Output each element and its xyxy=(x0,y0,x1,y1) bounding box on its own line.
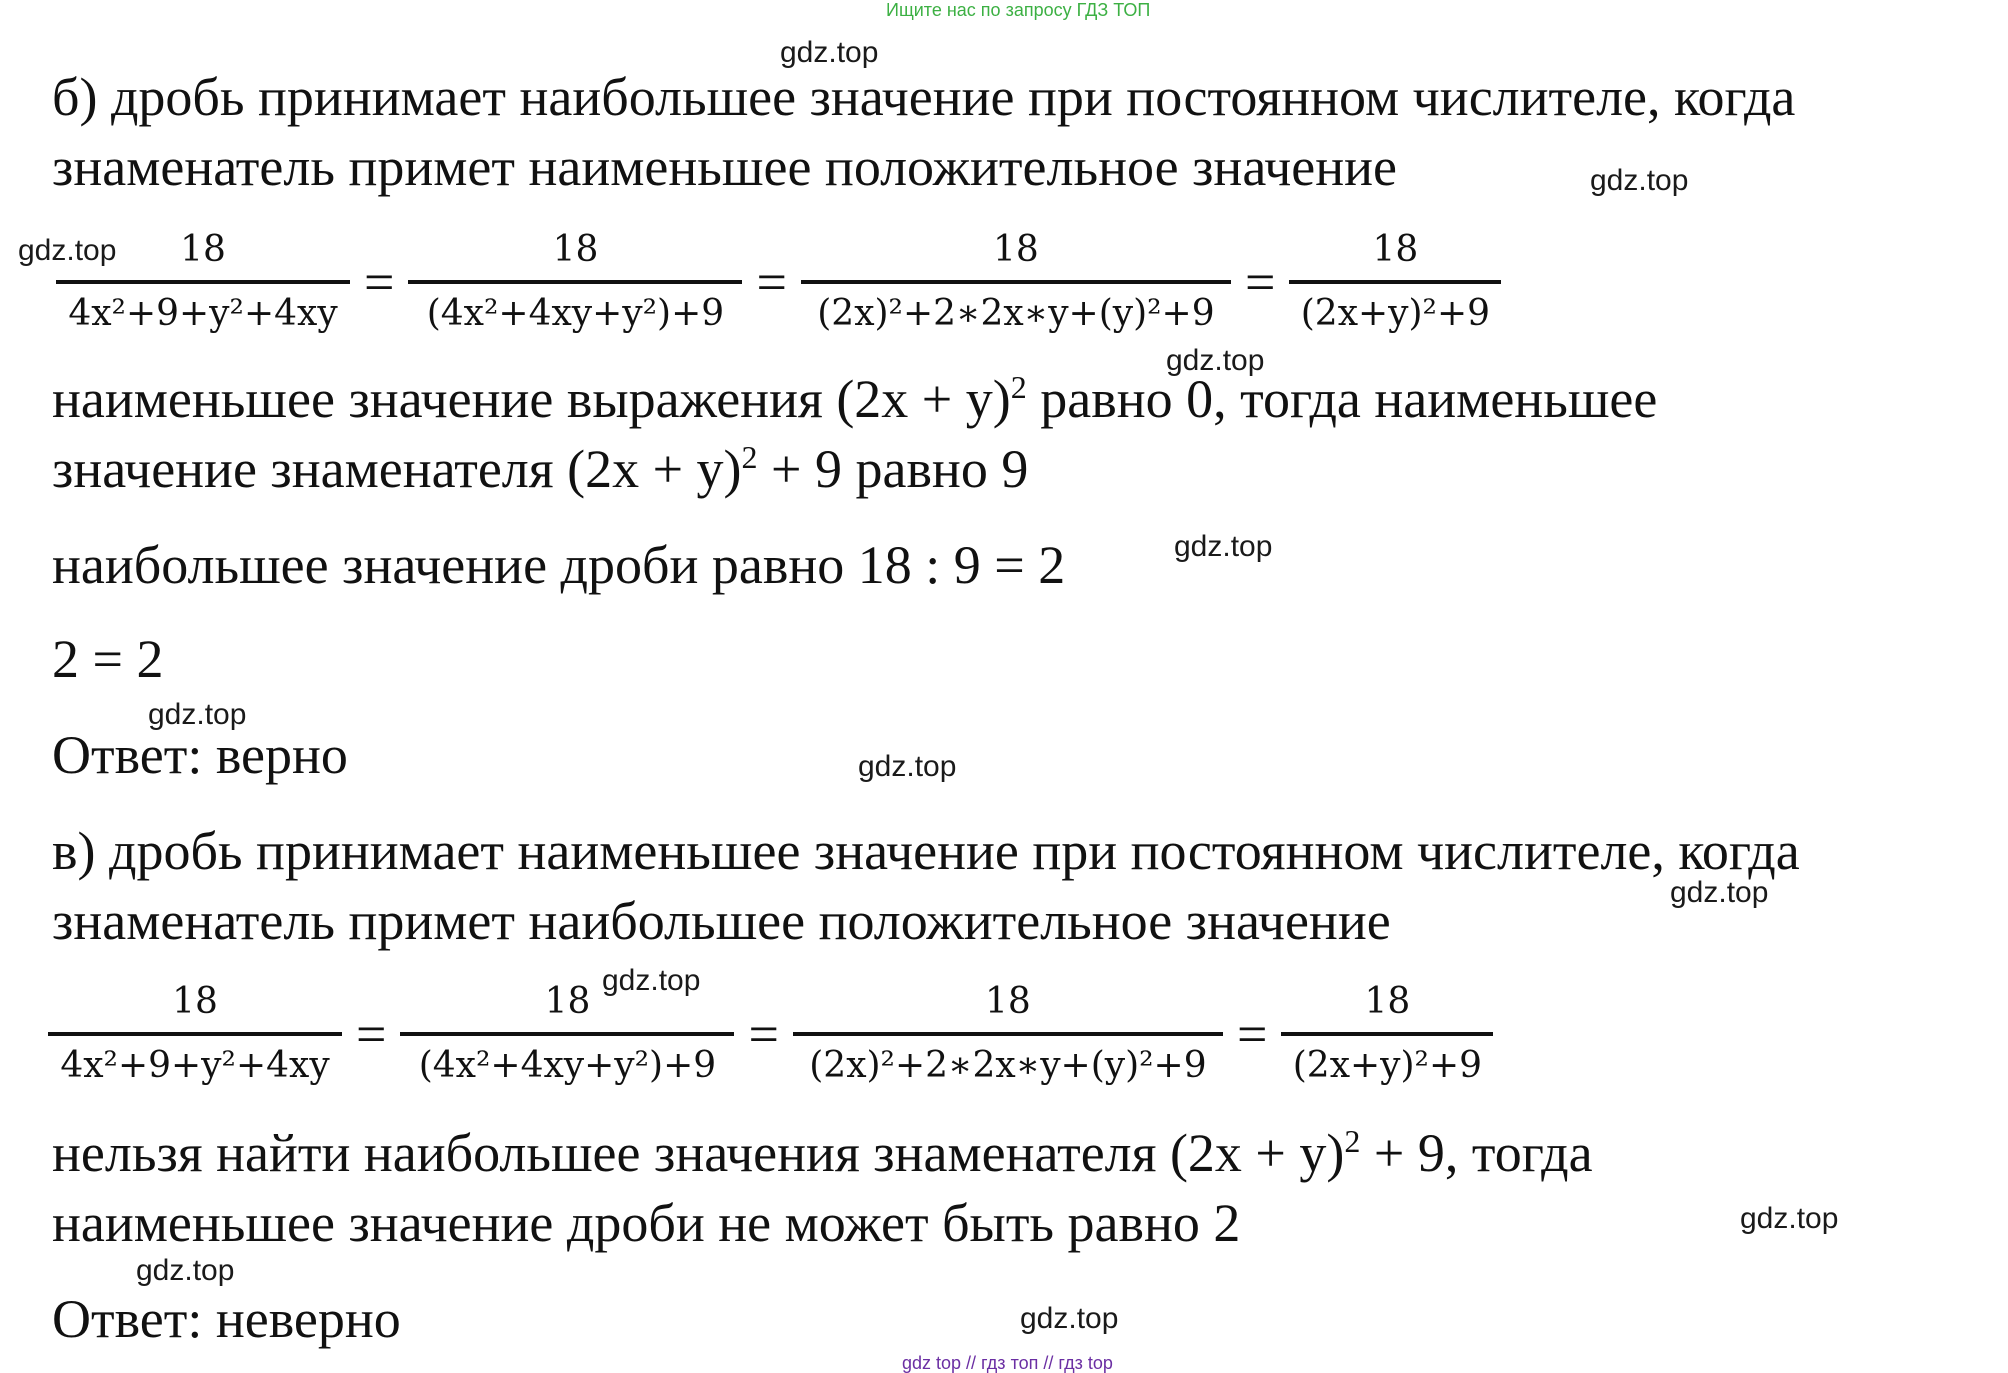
part-b-line1: б) дробь принимает наибольшее значение при постоянном числителе, когда xyxy=(52,67,1796,127)
text: наименьшее значение выражения (2x + y) xyxy=(52,369,1011,429)
equals-sign: = xyxy=(748,1004,779,1064)
equals-sign: = xyxy=(1244,252,1276,312)
part-b-text1 xyxy=(52,364,1657,434)
watermark: gdz.top xyxy=(602,964,701,997)
text: + 9 равно 9 xyxy=(757,439,1029,499)
part-b-answer: Ответ: верно xyxy=(52,725,348,785)
numerator: 18 xyxy=(1372,229,1419,270)
text: значение знаменателя (2x + y) xyxy=(52,439,742,499)
watermark: gdz.top xyxy=(148,698,247,731)
top-banner: Ищите нас по запросу ГДЗ ТОП xyxy=(886,0,1151,20)
denominator: (4x²+4xy+y²)+9 xyxy=(408,280,742,336)
numerator: 18 xyxy=(552,229,599,270)
numerator: 18 xyxy=(993,229,1039,270)
fraction xyxy=(1289,228,1501,336)
fraction xyxy=(793,980,1223,1088)
exponent: 2 xyxy=(1344,1123,1361,1159)
part-v-line1: в) дробь принимает наименьшее значение при постоянном числителе, когда xyxy=(52,821,1800,881)
watermark: gdz.top xyxy=(136,1254,235,1287)
fraction xyxy=(400,980,734,1088)
watermark: gdz.top xyxy=(1740,1202,1839,1235)
watermark: gdz.top xyxy=(1020,1302,1119,1335)
numerator: 18 xyxy=(985,981,1031,1022)
part-b-text3: наибольшее значение дроби равно 18 : 9 = 2 xyxy=(52,535,1066,595)
denominator: (2x+y)²+9 xyxy=(1281,1032,1493,1088)
numerator: 18 xyxy=(1364,981,1411,1022)
part-v-answer: Ответ: неверно xyxy=(52,1289,401,1349)
equals-sign: = xyxy=(756,252,787,312)
bottom-banner: gdz top // гдз топ // гдз top xyxy=(902,1353,1113,1373)
part-b-equation xyxy=(56,228,1501,336)
text: + 9, тогда xyxy=(1360,1123,1593,1183)
exponent: 2 xyxy=(741,439,758,475)
equals-sign: = xyxy=(364,252,395,312)
part-v-equation xyxy=(48,980,1493,1088)
numerator: 18 xyxy=(180,229,226,270)
numerator: 18 xyxy=(544,981,591,1022)
watermark: gdz.top xyxy=(1670,876,1769,909)
watermark: gdz.top xyxy=(18,234,117,267)
fraction xyxy=(801,228,1231,336)
numerator: 18 xyxy=(172,981,218,1022)
denominator: (4x²+4xy+y²)+9 xyxy=(400,1032,734,1088)
fraction xyxy=(408,228,742,336)
equals-sign: = xyxy=(1236,1004,1268,1064)
part-v-text1 xyxy=(52,1118,1593,1188)
equals-sign: = xyxy=(356,1004,387,1064)
watermark: gdz.top xyxy=(1166,344,1265,377)
denominator: (2x)²+2∗2x∗y+(y)²+9 xyxy=(793,1032,1223,1088)
watermark: gdz.top xyxy=(1590,164,1689,197)
text: равно 0, тогда наименьшее xyxy=(1026,369,1658,429)
part-b-line2: знаменатель примет наименьшее положительное значение xyxy=(52,137,1398,197)
part-b-text2 xyxy=(52,434,1028,504)
part-b-text4: 2 = 2 xyxy=(52,629,164,689)
fraction xyxy=(56,228,350,336)
denominator: 4x²+9+y²+4xy xyxy=(48,1032,342,1088)
watermark: gdz.top xyxy=(1174,530,1273,563)
denominator: (2x)²+2∗2x∗y+(y)²+9 xyxy=(801,280,1231,336)
text: нельзя найти наибольшее значения знаменателя (2x + y) xyxy=(52,1123,1345,1183)
watermark: gdz.top xyxy=(858,750,957,783)
watermark: gdz.top xyxy=(780,36,879,69)
exponent: 2 xyxy=(1010,369,1027,405)
part-v-text2: наименьшее значение дроби не может быть равно 2 xyxy=(52,1193,1241,1253)
fraction xyxy=(1281,980,1493,1088)
denominator: 4x²+9+y²+4xy xyxy=(56,280,350,336)
fraction xyxy=(48,980,342,1088)
part-v-line2: знаменатель примет наибольшее положительное значение xyxy=(52,891,1391,951)
denominator: (2x+y)²+9 xyxy=(1289,280,1501,336)
